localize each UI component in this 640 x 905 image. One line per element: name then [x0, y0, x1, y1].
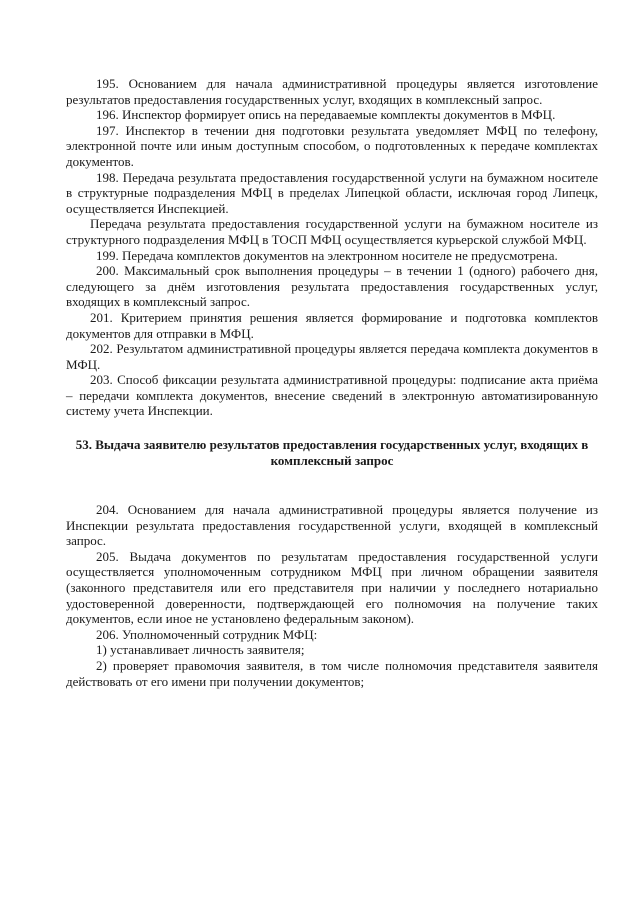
paragraph-205: 205. Выдача документов по результатам предоставления государственной услуги осуществляется уполномоченным сотрудником МФЦ при личном обращении заявителя (законного представителя или его представителя при наличии у последнего нотариально удостоверенной доверенности, подтверждающей его полномочия на получение таких документов, если иное не установлено федеральным законом). [66, 548, 598, 627]
paragraph-204: 204. Основанием для начала административной процедуры является получение из Инспекции результата предоставления государственной услуги, входящей в комплексный запрос. [66, 502, 598, 549]
section-spacer [66, 469, 598, 502]
paragraph-198: 198. Передача результата предоставления государственной услуги на бумажном носителе в структурные подразделения МФЦ в пределах Липецкой области, исключая город Липецк, осуществляется Инспекцией. [66, 169, 598, 216]
paragraph-198-continued: Передача результата предоставления государственной услуги на бумажном носителе из структурного подразделения МФЦ в ТОСП МФЦ осуществляется курьерской службой МФЦ. [66, 216, 598, 247]
section-heading-53: 53. Выдача заявителю результатов предоставления государственных услуг, входящих в комплексный запрос [75, 437, 589, 469]
paragraph-196: 196. Инспектор формирует опись на передаваемые комплекты документов в МФЦ. [96, 107, 556, 123]
paragraph-201: 201. Критерием принятия решения является формирование и подготовка комплектов документов для отправки в МФЦ. [66, 309, 598, 341]
paragraph-206: 206. Уполномоченный сотрудник МФЦ: [96, 626, 318, 642]
list-item-206-1: 1) устанавливает личность заявителя; [96, 642, 305, 658]
paragraph-203: 203. Способ фиксации результата административной процедуры: подписание акта приёма – передачи комплекта документов, внесение сведений в электронную автоматизированную систему учета Инспекции. [66, 372, 598, 419]
list-item-206-2: 2) проверяет правомочия заявителя, в том числе полномочия представителя заявителя действовать от его имени при получении документов; [66, 658, 598, 689]
paragraph-197: 197. Инспектор в течении дня подготовки результата уведомляет МФЦ по телефону, электронной почте или иным доступным способом, о подготовленных к передаче комплектах документов. [66, 122, 598, 169]
paragraph-199: 199. Передача комплектов документов на электронном носителе не предусмотрена. [96, 247, 558, 263]
paragraph-202: 202. Результатом административной процедуры является передача комплекта документов в МФЦ. [66, 341, 598, 372]
paragraph-195: 195. Основанием для начала административной процедуры является изготовление результатов предоставления государственных услуг, входящих в комплексный запрос. [66, 76, 598, 107]
paragraph-200: 200. Максимальный срок выполнения процедуры – в течении 1 (одного) рабочего дня, следующего за днём изготовления результата предоставления государственных услуг, входящих в комплексный запрос. [66, 263, 598, 310]
